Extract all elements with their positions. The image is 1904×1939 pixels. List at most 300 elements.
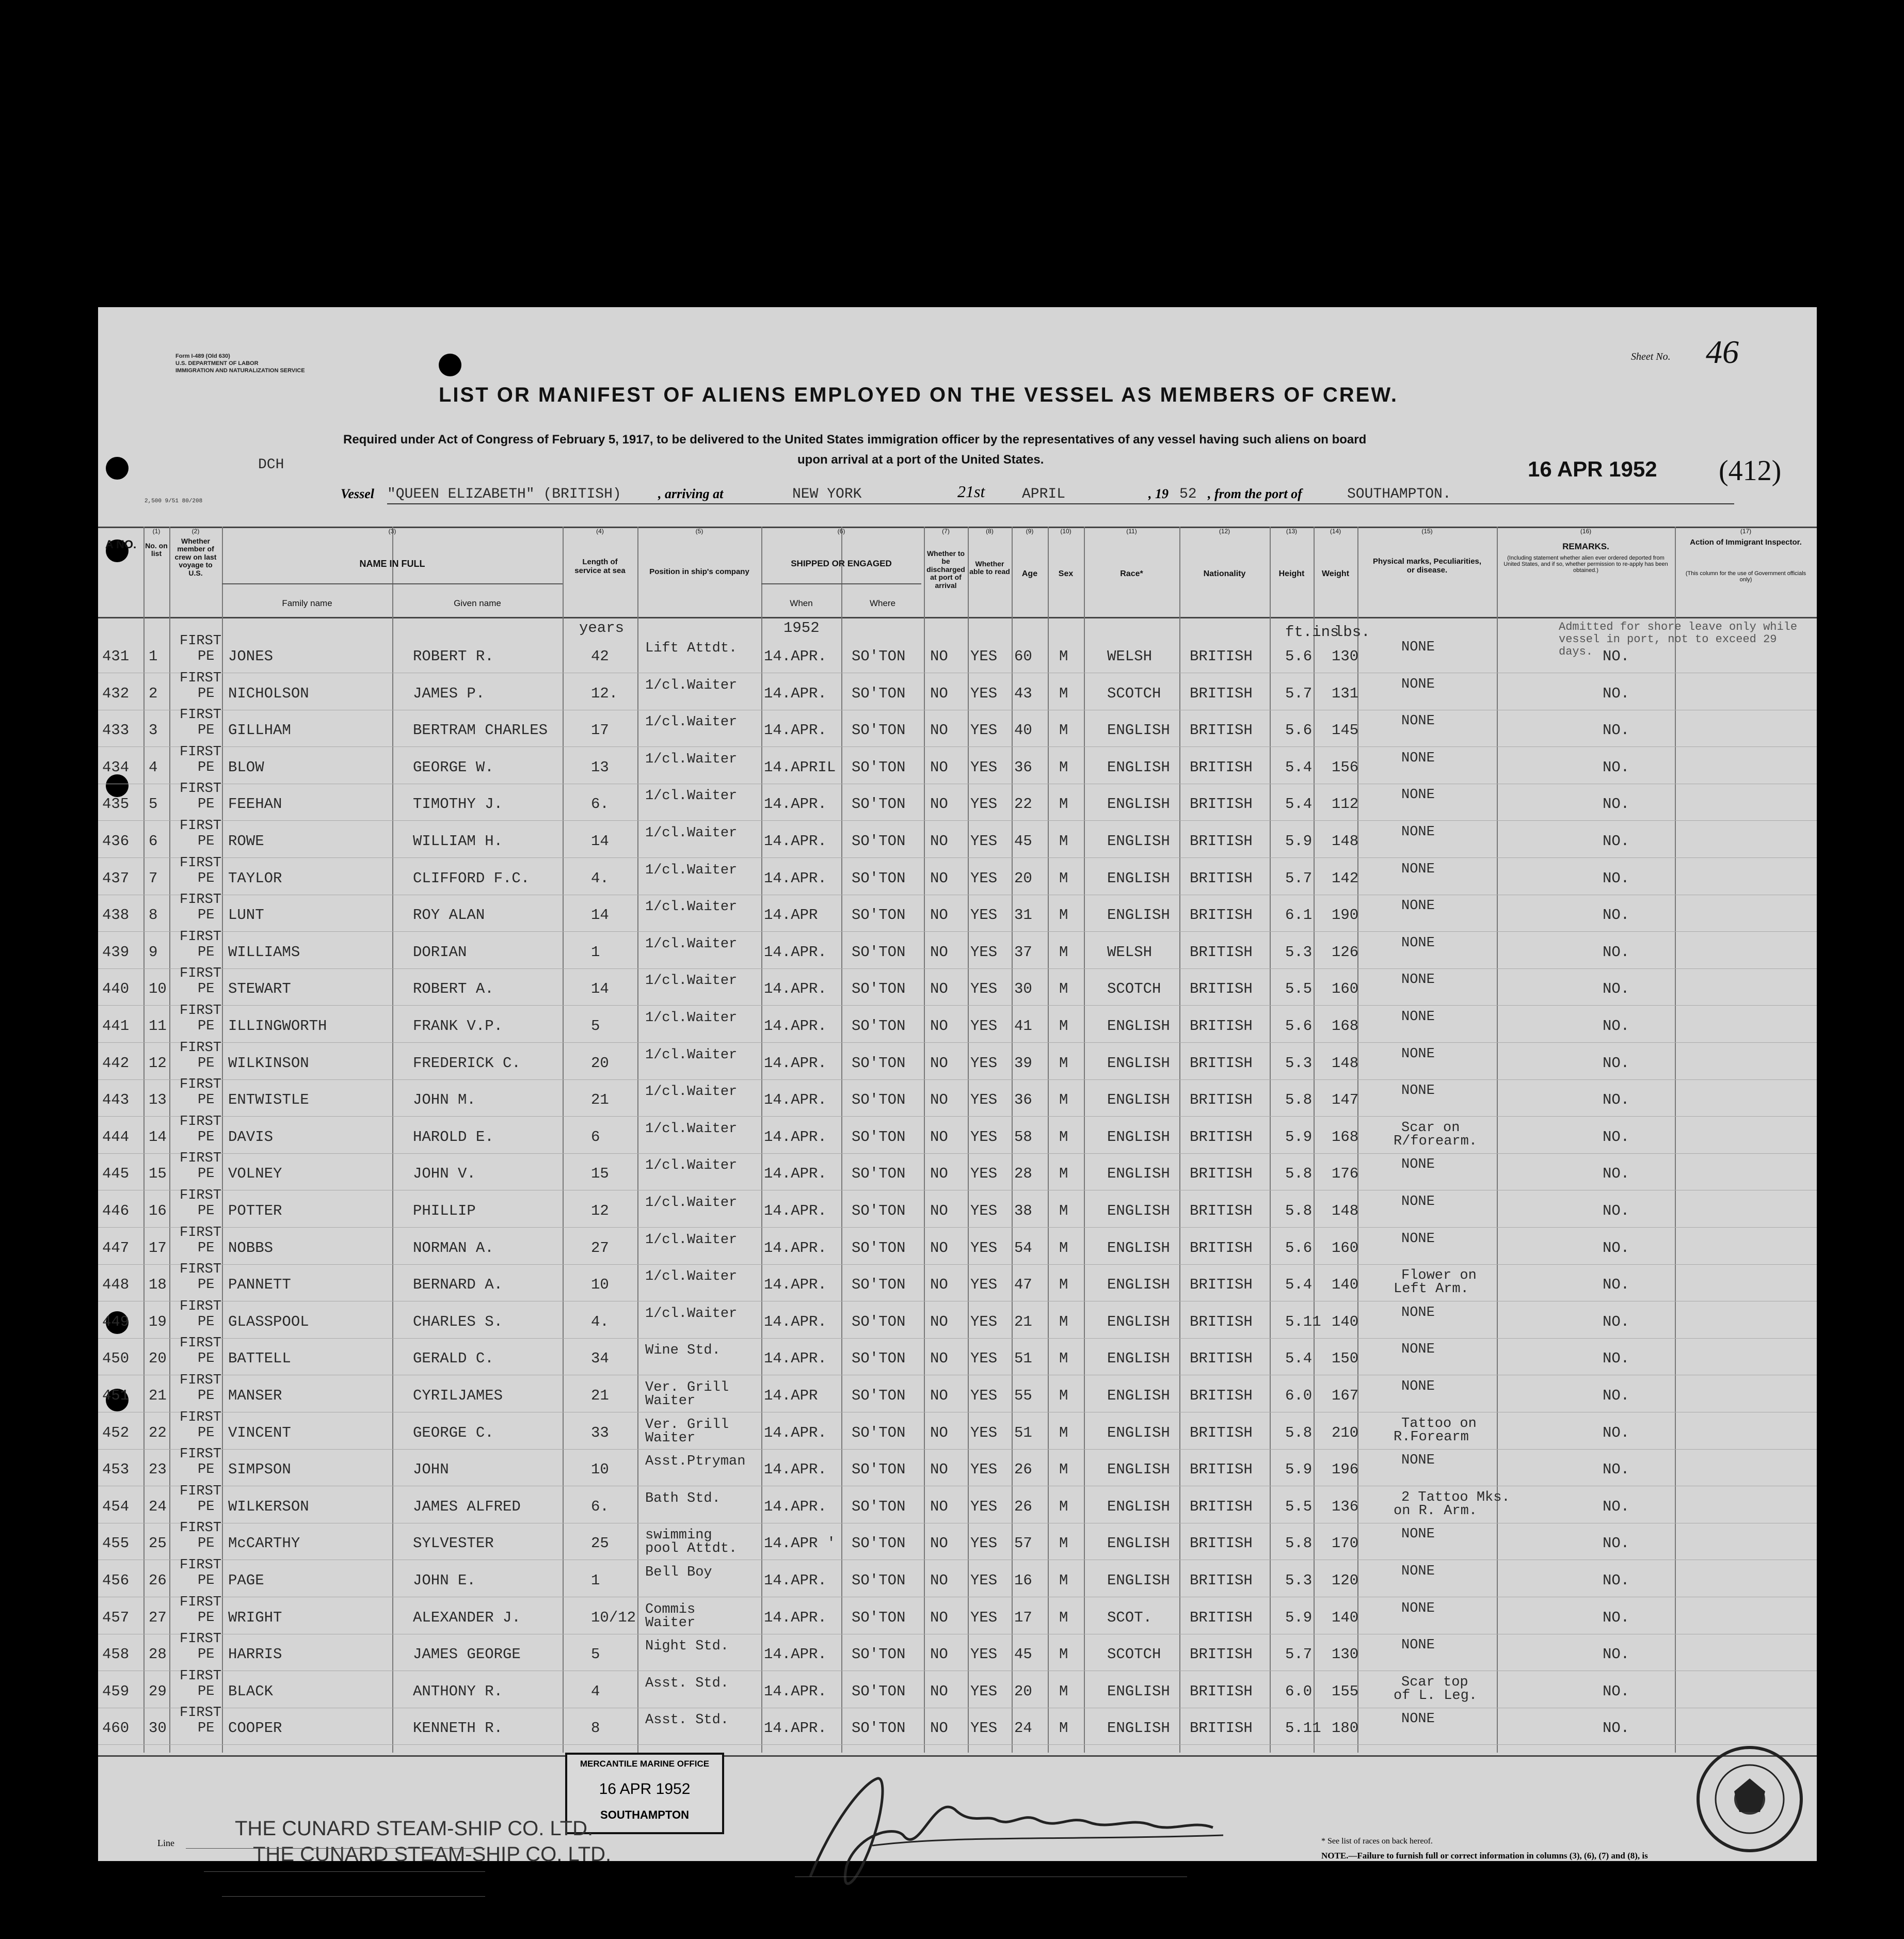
col6-when-header: When <box>790 598 813 608</box>
weight: 140 <box>1332 1313 1359 1330</box>
family-name: LUNT <box>228 907 264 924</box>
weight: 112 <box>1332 796 1359 813</box>
last-voyage-dept: PE <box>198 1240 215 1256</box>
list-number: 20 <box>149 1350 167 1368</box>
race: ENGLISH <box>1107 1202 1170 1219</box>
physical-marks-line1: Flower on <box>1401 1268 1477 1284</box>
table-row <box>98 966 1817 1007</box>
weight: 155 <box>1332 1682 1359 1700</box>
subtitle-line-1: Required under Act of Congress of February 5, 1917, to be delivered to the United States immigration officer by the representatives of any vessel having such aliens on board <box>343 433 1367 447</box>
physical-marks-line1: NONE <box>1401 1527 1435 1543</box>
table-row <box>98 744 1817 785</box>
discharged-flag: NO <box>930 869 948 887</box>
shipped-when: 14.APR. <box>764 980 827 998</box>
position-line1: Night Std. <box>645 1639 729 1655</box>
service: IMMIGRATION AND NATURALIZATION SERVICE <box>175 368 305 374</box>
nationality: BRITISH <box>1190 1239 1253 1257</box>
nationality: BRITISH <box>1190 1535 1253 1552</box>
race: ENGLISH <box>1107 1461 1170 1479</box>
physical-marks-line1: NONE <box>1401 824 1435 840</box>
position-line1: Asst.Ptryman <box>645 1454 746 1470</box>
table-row <box>98 1373 1817 1413</box>
alien-number: 438 <box>102 907 130 924</box>
discharged-flag: NO <box>930 1128 948 1146</box>
alien-number: 445 <box>102 1165 130 1183</box>
position-line2: Waiter <box>645 1430 696 1446</box>
family-name: BLACK <box>228 1682 274 1700</box>
shipped-when: 14.APR. <box>764 1128 827 1146</box>
family-name: POTTER <box>228 1202 282 1219</box>
given-name: KENNETH R. <box>413 1720 503 1737</box>
col1-header: No. on list <box>145 542 168 558</box>
physical-marks-line1: NONE <box>1401 1453 1435 1469</box>
alien-number: 453 <box>102 1461 130 1479</box>
last-voyage-dept: PE <box>198 1499 215 1515</box>
discharged-flag: NO <box>930 1461 948 1479</box>
height: 5.4 <box>1285 796 1313 813</box>
last-voyage-class: FIRST <box>180 1225 222 1241</box>
discharged-flag: NO <box>930 1239 948 1257</box>
list-number: 4 <box>149 758 158 776</box>
family-name: GLASSPOOL <box>228 1313 309 1330</box>
alien-number: 432 <box>102 685 130 702</box>
row-rule <box>98 1153 1817 1154</box>
given-name: SYLVESTER <box>413 1535 494 1552</box>
owners-label: Owners <box>157 1861 186 1871</box>
able-to-read: YES <box>970 1350 998 1368</box>
length-of-service: 10 <box>591 1461 609 1479</box>
alien-number: 434 <box>102 758 130 776</box>
height: 6.0 <box>1285 1387 1313 1404</box>
last-voyage-dept: PE <box>198 1462 215 1478</box>
weight: 160 <box>1332 1239 1359 1257</box>
able-to-read: YES <box>970 648 998 665</box>
remarks: NO. <box>1603 1239 1630 1257</box>
position-line2: Waiter <box>645 1615 696 1631</box>
remarks: NO. <box>1603 943 1630 961</box>
family-name: VINCENT <box>228 1424 291 1441</box>
age: 20 <box>1014 1682 1032 1700</box>
length-of-service: 27 <box>591 1239 609 1257</box>
sex: M <box>1059 685 1068 702</box>
shipped-when: 14.APR. <box>764 1572 827 1589</box>
nationality: BRITISH <box>1190 1091 1253 1109</box>
position-line1: 1/cl.Waiter <box>645 677 738 693</box>
col12-header: Nationality <box>1203 569 1246 578</box>
length-of-service: 21 <box>591 1091 609 1109</box>
header-bottom-rule <box>98 617 1817 618</box>
list-number: 8 <box>149 907 158 924</box>
shipped-where: SO'TON <box>852 796 906 813</box>
list-number: 7 <box>149 869 158 887</box>
race: ENGLISH <box>1107 1091 1170 1109</box>
position-line1: 1/cl.Waiter <box>645 899 738 915</box>
list-number: 18 <box>149 1276 167 1294</box>
weight: 190 <box>1332 907 1359 924</box>
length-of-service: 10 <box>591 1276 609 1294</box>
height: 5.6 <box>1285 722 1313 739</box>
height: 5.8 <box>1285 1165 1313 1183</box>
last-voyage-dept: PE <box>198 1721 215 1737</box>
last-voyage-dept: PE <box>198 686 215 702</box>
position-line1: 1/cl.Waiter <box>645 1010 738 1026</box>
age: 57 <box>1014 1535 1032 1552</box>
discharged-flag: NO <box>930 1609 948 1626</box>
sex: M <box>1059 722 1068 739</box>
col9-header: Age <box>1021 569 1038 578</box>
line-rule <box>186 1848 485 1849</box>
race: ENGLISH <box>1107 1720 1170 1737</box>
table-row <box>98 1188 1817 1229</box>
list-number: 16 <box>149 1202 167 1219</box>
weight: 131 <box>1332 685 1359 702</box>
last-voyage-class: FIRST <box>180 1336 222 1352</box>
physical-marks-line2: Left Arm. <box>1394 1281 1469 1297</box>
inspector-signature <box>800 1763 1265 1897</box>
department: U.S. DEPARTMENT OF LABOR <box>175 360 259 367</box>
shipped-when: 14.APR. <box>764 1054 827 1072</box>
position-line1: Bell Boy <box>645 1565 712 1580</box>
physical-marks-line1: NONE <box>1401 1231 1435 1247</box>
list-number: 15 <box>149 1165 167 1183</box>
form-number: Form I-489 (Old 630) <box>175 353 230 359</box>
able-to-read: YES <box>970 980 998 998</box>
last-voyage-dept: PE <box>198 797 215 813</box>
vessel-line <box>98 482 1817 506</box>
list-number: 3 <box>149 722 158 739</box>
discharged-flag: NO <box>930 1350 948 1368</box>
weight: 180 <box>1332 1720 1359 1737</box>
length-unit: years <box>579 619 625 637</box>
position-line1: 1/cl.Waiter <box>645 1306 738 1322</box>
table-row <box>98 1483 1817 1524</box>
company-stamp-2: THE CUNARD STEAM-SHIP CO. LTD. <box>253 1843 612 1866</box>
able-to-read: YES <box>970 1202 998 1219</box>
age: 45 <box>1014 1646 1032 1663</box>
nationality: BRITISH <box>1190 648 1253 665</box>
able-to-read: YES <box>970 1054 998 1072</box>
table-row <box>98 1520 1817 1561</box>
row-rule <box>98 1264 1817 1265</box>
nationality: BRITISH <box>1190 1018 1253 1035</box>
able-to-read: YES <box>970 1609 998 1626</box>
given-name: ROBERT A. <box>413 980 494 998</box>
length-of-service: 10/12 <box>591 1609 636 1626</box>
able-to-read: YES <box>970 1387 998 1404</box>
dch-mark: DCH <box>258 457 284 473</box>
race: ENGLISH <box>1107 1498 1170 1515</box>
discharged-flag: NO <box>930 648 948 665</box>
nationality: BRITISH <box>1190 1165 1253 1183</box>
family-name: FEEHAN <box>228 796 282 813</box>
alien-number: 444 <box>102 1128 130 1146</box>
col3-header: NAME IN FULL <box>359 559 425 569</box>
position-line1: 1/cl.Waiter <box>645 1047 738 1063</box>
able-to-read: YES <box>970 943 998 961</box>
remarks: NO. <box>1603 1424 1630 1441</box>
physical-marks-line1: NONE <box>1401 1379 1435 1394</box>
remarks: NO. <box>1603 1461 1630 1479</box>
shipped-where: SO'TON <box>852 1535 906 1552</box>
vessel-label: Vessel <box>341 486 374 501</box>
family-name: ILLINGWORTH <box>228 1018 327 1035</box>
age: 22 <box>1014 796 1032 813</box>
shipped-when: 14.APR. <box>764 1461 827 1479</box>
year-unit: 1952 <box>783 619 820 637</box>
weight: 126 <box>1332 943 1359 961</box>
table-row <box>98 1631 1817 1672</box>
able-to-read: YES <box>970 869 998 887</box>
shipped-where: SO'TON <box>852 1609 906 1626</box>
shipped-when: 14.APR. <box>764 796 827 813</box>
race: ENGLISH <box>1107 1535 1170 1552</box>
table-row <box>98 1557 1817 1598</box>
alien-number: 446 <box>102 1202 130 1219</box>
shipped-when: 14.APRIL <box>764 758 836 776</box>
departure-port: SOUTHAMPTON. <box>1347 486 1451 502</box>
sex: M <box>1059 796 1068 813</box>
physical-marks-line1: Scar top <box>1401 1674 1468 1690</box>
table-row <box>98 1114 1817 1155</box>
year-prefix: , 19 <box>1148 486 1169 501</box>
row-rule <box>98 1116 1817 1117</box>
alien-number: 452 <box>102 1424 130 1441</box>
sex: M <box>1059 943 1068 961</box>
sex: M <box>1059 1276 1068 1294</box>
sex: M <box>1059 1350 1068 1368</box>
position-line1: 1/cl.Waiter <box>645 1084 738 1100</box>
last-voyage-class: FIRST <box>180 1040 222 1056</box>
given-name: JOHN <box>413 1461 449 1479</box>
shipped-where: SO'TON <box>852 943 906 961</box>
last-voyage-dept: PE <box>198 1425 215 1441</box>
last-voyage-class: FIRST <box>180 855 222 871</box>
physical-marks-line1: 2 Tattoo Mks. <box>1401 1489 1510 1505</box>
position-line1: 1/cl.Waiter <box>645 751 738 767</box>
nationality: BRITISH <box>1190 943 1253 961</box>
physical-marks-line1: NONE <box>1401 1564 1435 1579</box>
row-rule <box>98 1005 1817 1006</box>
age: 41 <box>1014 1018 1032 1035</box>
weight: 196 <box>1332 1461 1359 1479</box>
physical-marks-line1: NONE <box>1401 1638 1435 1654</box>
given-name: JAMES ALFRED <box>413 1498 521 1515</box>
height: 6.1 <box>1285 907 1313 924</box>
last-voyage-class: FIRST <box>180 1594 222 1610</box>
age: 58 <box>1014 1128 1032 1146</box>
able-to-read: YES <box>970 1276 998 1294</box>
age: 24 <box>1014 1720 1032 1737</box>
row-rule <box>98 1449 1817 1450</box>
table-row <box>98 1447 1817 1487</box>
sheet-number: 46 <box>1706 333 1739 370</box>
list-number: 28 <box>149 1646 167 1663</box>
discharged-flag: NO <box>930 758 948 776</box>
col5-header: Position in ship's company <box>649 567 749 576</box>
col4-num: (4) <box>596 528 604 535</box>
table-row <box>98 670 1817 711</box>
family-name: DAVIS <box>228 1128 274 1146</box>
physical-marks-line1: NONE <box>1401 1046 1435 1062</box>
owners-rule <box>204 1871 485 1872</box>
family-name: TAYLOR <box>228 869 282 887</box>
age: 51 <box>1014 1350 1032 1368</box>
position-line1: 1/cl.Waiter <box>645 714 738 730</box>
family-name: BATTELL <box>228 1350 291 1368</box>
table-bottom-rule <box>98 1755 1817 1757</box>
alien-number: 458 <box>102 1646 130 1663</box>
weight: 130 <box>1332 1646 1359 1663</box>
shipped-where: SO'TON <box>852 1165 906 1183</box>
height: 5.9 <box>1285 1461 1313 1479</box>
last-voyage-dept: PE <box>198 1277 215 1293</box>
last-voyage-class: FIRST <box>180 670 222 686</box>
position-line1: Ver. Grill <box>645 1417 729 1433</box>
remarks: NO. <box>1603 1535 1630 1552</box>
position-line1: 1/cl.Waiter <box>645 825 738 841</box>
height: 5.3 <box>1285 1572 1313 1589</box>
nationality: BRITISH <box>1190 1424 1253 1441</box>
remarks: NO. <box>1603 833 1630 850</box>
family-name: COOPER <box>228 1720 282 1737</box>
length-of-service: 34 <box>591 1350 609 1368</box>
able-to-read: YES <box>970 1018 998 1035</box>
page-title: LIST OR MANIFEST OF ALIENS EMPLOYED ON THE VESSEL AS MEMBERS OF CREW. <box>439 384 1398 406</box>
discharged-flag: NO <box>930 1091 948 1109</box>
able-to-read: YES <box>970 1313 998 1330</box>
physical-marks-line2: R.Forearm <box>1394 1429 1469 1445</box>
last-voyage-class: FIRST <box>180 818 222 834</box>
height: 5.8 <box>1285 1202 1313 1219</box>
shipped-when: 14.APR. <box>764 1720 827 1737</box>
height: 6.0 <box>1285 1682 1313 1700</box>
family-name: SIMPSON <box>228 1461 291 1479</box>
weight: 167 <box>1332 1387 1359 1404</box>
consulate-seal <box>1693 1742 1806 1856</box>
last-voyage-dept: PE <box>198 1647 215 1663</box>
given-name: WILLIAM H. <box>413 833 503 850</box>
physical-marks-line1: NONE <box>1401 1009 1435 1025</box>
table-row <box>98 707 1817 748</box>
physical-marks-line1: NONE <box>1401 713 1435 729</box>
given-name: ANTHONY R. <box>413 1682 503 1700</box>
remarks: NO. <box>1603 796 1630 813</box>
able-to-read: YES <box>970 722 998 739</box>
shipped-where: SO'TON <box>852 1313 906 1330</box>
shipped-when: 14.APR. <box>764 1091 827 1109</box>
age: 20 <box>1014 869 1032 887</box>
shore-leave-remark: Admitted for shore leave only while vessel in port, not to exceed 29 days. <box>1559 621 1798 658</box>
height: 5.8 <box>1285 1091 1313 1109</box>
position-line1: 1/cl.Waiter <box>645 1232 738 1248</box>
weight: 156 <box>1332 758 1359 776</box>
given-name: HAROLD E. <box>413 1128 494 1146</box>
length-of-service: 14 <box>591 980 609 998</box>
col8-header: Whether able to read <box>969 560 1010 576</box>
list-number: 22 <box>149 1424 167 1441</box>
discharged-flag: NO <box>930 833 948 850</box>
row-rule <box>98 820 1817 821</box>
col13-num: (13) <box>1286 528 1298 535</box>
sex: M <box>1059 1498 1068 1515</box>
last-voyage-dept: PE <box>198 908 215 924</box>
family-name: MANSER <box>228 1387 282 1404</box>
remarks: NO. <box>1603 1572 1630 1589</box>
nationality: BRITISH <box>1190 758 1253 776</box>
list-number: 19 <box>149 1313 167 1330</box>
family-name: McCARTHY <box>228 1535 300 1552</box>
weight: 142 <box>1332 869 1359 887</box>
remarks: NO. <box>1603 1609 1630 1626</box>
col9-num: (9) <box>1026 528 1034 535</box>
age: 51 <box>1014 1424 1032 1441</box>
agents-label: Local Agents <box>157 1886 207 1896</box>
remarks: NO. <box>1603 1387 1630 1404</box>
race: ENGLISH <box>1107 1018 1170 1035</box>
remarks: NO. <box>1603 1091 1630 1109</box>
able-to-read: YES <box>970 907 998 924</box>
subtitle-line-2: upon arrival at a port of the United States. <box>797 453 1044 467</box>
given-name: ROBERT R. <box>413 648 494 665</box>
list-number: 21 <box>149 1387 167 1404</box>
height: 5.11 <box>1285 1313 1321 1330</box>
stamp-place: SOUTHAMPTON <box>600 1808 689 1821</box>
race: ENGLISH <box>1107 758 1170 776</box>
list-number: 13 <box>149 1091 167 1109</box>
sex: M <box>1059 1535 1068 1552</box>
shipped-where: SO'TON <box>852 980 906 998</box>
weight: 145 <box>1332 722 1359 739</box>
sex: M <box>1059 1313 1068 1330</box>
length-of-service: 21 <box>591 1387 609 1404</box>
nationality: BRITISH <box>1190 722 1253 739</box>
shipped-when: 14.APR. <box>764 869 827 887</box>
able-to-read: YES <box>970 796 998 813</box>
age: 39 <box>1014 1054 1032 1072</box>
weight: 168 <box>1332 1018 1359 1035</box>
given-name: ALEXANDER J. <box>413 1609 521 1626</box>
height: 5.7 <box>1285 685 1313 702</box>
physical-marks-line1: NONE <box>1401 1711 1435 1727</box>
weight: 150 <box>1332 1350 1359 1368</box>
last-voyage-dept: PE <box>198 1129 215 1145</box>
shipped-where: SO'TON <box>852 758 906 776</box>
alien-number: 431 <box>102 648 130 665</box>
physical-marks-line1: NONE <box>1401 861 1435 877</box>
col11-header: Race* <box>1120 569 1143 578</box>
discharged-flag: NO <box>930 796 948 813</box>
age: 54 <box>1014 1239 1032 1257</box>
shipped-where: SO'TON <box>852 1498 906 1515</box>
col15-num: (15) <box>1421 528 1433 535</box>
row-rule <box>98 1042 1817 1043</box>
sex: M <box>1059 758 1068 776</box>
sex: M <box>1059 1202 1068 1219</box>
table-row <box>98 929 1817 970</box>
weight: 120 <box>1332 1572 1359 1589</box>
note-line-1: NOTE.—Failure to furnish full or correct information in columns (3), (6), (7) and (8), is <box>1321 1851 1648 1861</box>
family-name: ENTWISTLE <box>228 1091 309 1109</box>
last-voyage-dept: PE <box>198 1166 215 1182</box>
col14-num: (14) <box>1330 528 1341 535</box>
given-name: TIMOTHY J. <box>413 796 503 813</box>
discharged-flag: NO <box>930 1535 948 1552</box>
alien-number: 440 <box>102 980 130 998</box>
col1-num: (1) <box>152 528 161 535</box>
shipped-where: SO'TON <box>852 1054 906 1072</box>
list-number: 11 <box>149 1018 167 1035</box>
height: 5.6 <box>1285 648 1313 665</box>
